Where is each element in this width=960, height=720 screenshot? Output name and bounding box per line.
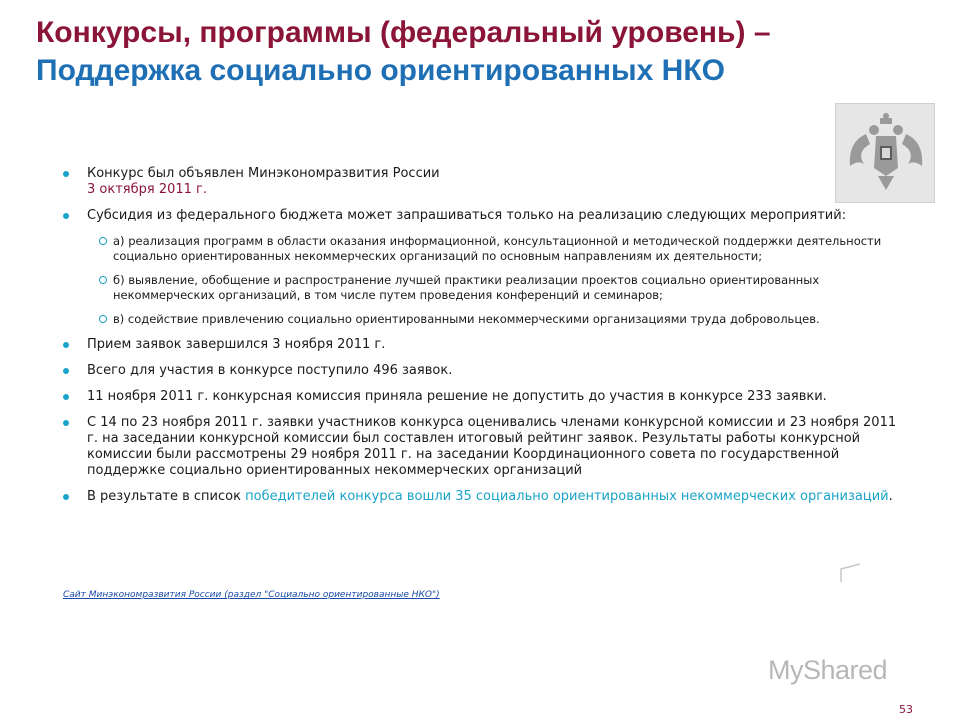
corner-mark-icon bbox=[840, 563, 862, 587]
bullet-announcement bbox=[63, 166, 903, 198]
sub-bullet-a: а) реализация программ в области оказания информационной, консультационной и методической поддержки деятельности социально ориентированных некоммерческих организаций по основным направлениям их деятельности; bbox=[63, 234, 903, 263]
page-number: 53 bbox=[899, 703, 913, 716]
watermark-text: MyShared bbox=[768, 655, 888, 685]
title-line-1: Конкурсы, программы (федеральный уровень) – bbox=[36, 16, 771, 49]
bullet-subsidy: Субсидия из федерального бюджета может запрашиваться только на реализацию следующих мероприятий: bbox=[63, 208, 903, 224]
slide-title bbox=[36, 14, 960, 90]
result-prefix: В результате в список bbox=[87, 488, 246, 504]
sub-bullet-b: б) выявление, обобщение и распространение лучшей практики реализации проектов социально ориентированных некоммерческих организаций, в том числе путем проведения конференций и семинаров; bbox=[63, 273, 903, 302]
title-line-2: Поддержка социально ориентированных НКО bbox=[36, 54, 725, 87]
bullet-deadline: Прием заявок завершился 3 ноября 2011 г. bbox=[63, 337, 903, 353]
announcement-date: 3 октября 2011 г. bbox=[87, 182, 208, 197]
result-suffix: . bbox=[888, 488, 893, 504]
watermark bbox=[768, 655, 887, 686]
sub-bullet-c: в) содействие привлечению социально ориентированными некоммерческими организациями труда добровольцев. bbox=[63, 312, 903, 327]
announcement-text: Конкурс был объявлен Минэкономразвития России bbox=[87, 166, 440, 181]
bullet-applications-count: Всего для участия в конкурсе поступило 496 заявок. bbox=[63, 363, 903, 379]
bullet-result bbox=[63, 489, 903, 505]
winners-link[interactable]: победителей конкурса вошли 35 социально ориентированных некоммерческих организаций bbox=[245, 488, 889, 504]
bullet-rejected: 11 ноября 2011 г. конкурсная комиссия приняла решение не допустить до участия в конкурсе 233 заявки. bbox=[63, 389, 903, 405]
bullet-evaluation: С 14 по 23 ноября 2011 г. заявки участников конкурса оценивались членами конкурсной комиссии и 23 ноября 2011 г. на заседании конкурсной комиссии был составлен итоговый рейтинг заявок. Результаты работы конкурсной комиссии были рассмотрены 29 ноября 2011 г. на заседании Координационного совета по государственной поддержке социально ориентированных некоммерческих организаций bbox=[63, 415, 903, 479]
slide-content bbox=[63, 166, 903, 515]
source-link[interactable]: Сайт Минэкономразвития России (раздел "Социально ориентированные НКО") bbox=[63, 590, 440, 600]
